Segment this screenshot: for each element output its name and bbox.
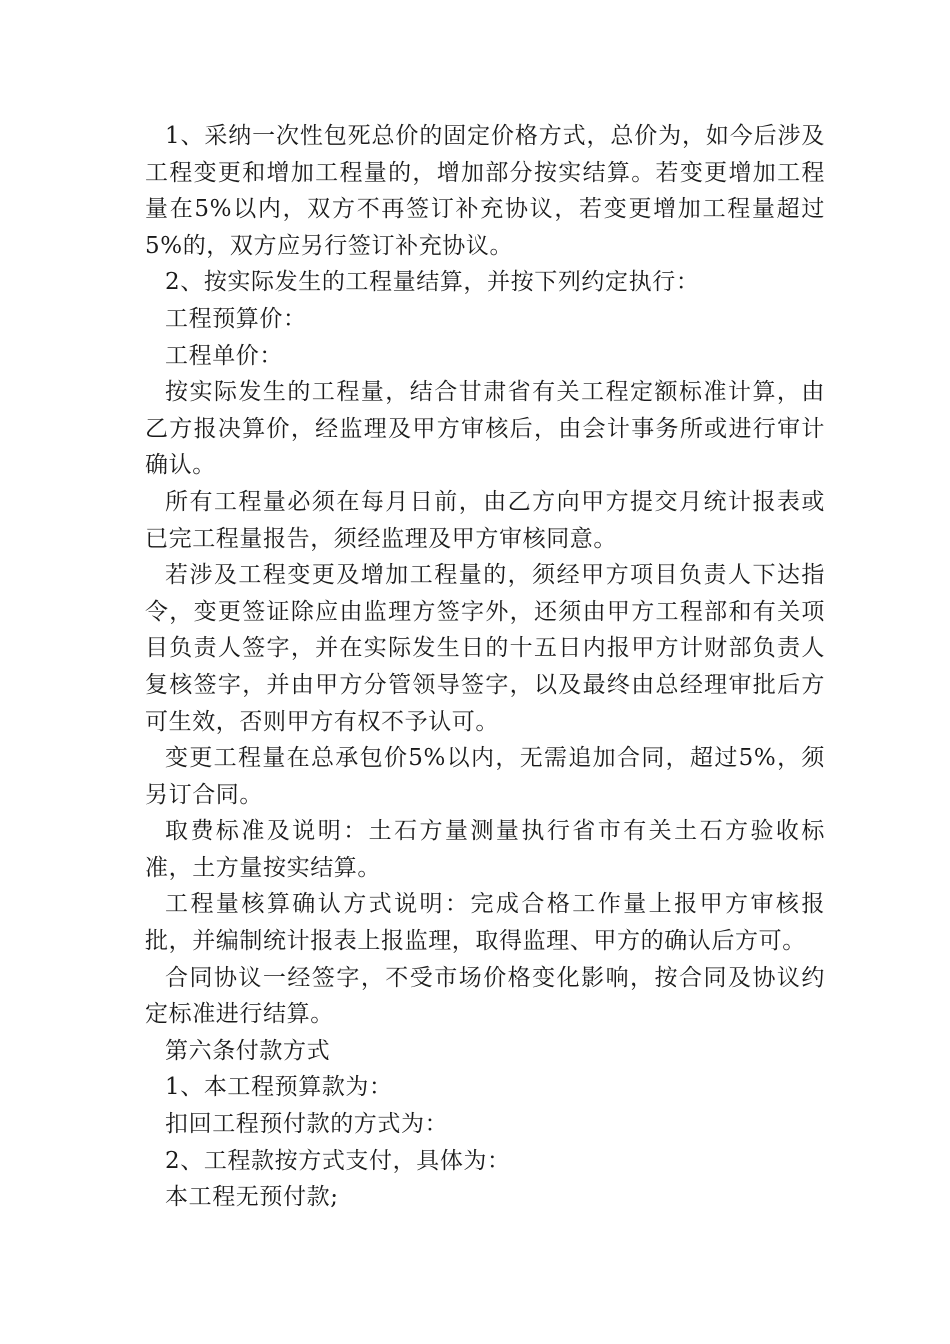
paragraph-1: 1、采纳一次性包死总价的固定价格方式，总价为，如今后涉及工程变更和增加工程量的，增加部分按实结算。若变更增加工程量在5%以内，双方不再签订补充协议，若变更增加工程量超过5%的，双方应另行签订补充协议。 [145, 123, 825, 259]
paragraph-14: 扣回工程预付款的方式为： [165, 1111, 449, 1138]
paragraph-10: 工程量核算确认方式说明：完成合格工作量上报甲方审核报批，并编制统计报表上报监理，取得监理、甲方的确认后方可。 [145, 891, 825, 955]
paragraph-6: 所有工程量必须在每月日前，由乙方向甲方提交月统计报表或已完工程量报告，须经监理及甲方审核同意。 [145, 488, 825, 552]
document-body [145, 118, 825, 1216]
paragraph-15: 2、工程款按方式支付，具体为： [165, 1147, 511, 1174]
paragraph-5: 按实际发生的工程量，结合甘肃省有关工程定额标准计算，由乙方报决算价，经监理及甲方审核后，由会计事务所或进行审计确认。 [145, 379, 825, 479]
paragraph-7: 若涉及工程变更及增加工程量的，须经甲方项目负责人下达指令，变更签证除应由监理方签字外，还须由甲方工程部和有关项目负责人签字，并在实际发生日的十五日内报甲方计财部负责人复核签字，并由甲方分管领导签字，以及最终由总经理审批后方可生效，否则甲方有权不予认可。 [145, 562, 825, 735]
section-heading-payment: 第六条付款方式 [165, 1037, 331, 1064]
paragraph-2: 2、按实际发生的工程量结算，并按下列约定执行： [165, 269, 700, 296]
paragraph-9: 取费标准及说明：土石方量测量执行省市有关土石方验收标准，土方量按实结算。 [145, 818, 825, 881]
paragraph-4: 工程单价： [165, 342, 283, 369]
paragraph-11: 合同协议一经签字，不受市场价格变化影响，按合同及协议约定标准进行结算。 [145, 964, 825, 1028]
paragraph-13: 1、本工程预算款为： [165, 1074, 393, 1101]
paragraph-8: 变更工程量在总承包价5%以内，无需追加合同，超过5%，须另订合同。 [145, 745, 825, 808]
paragraph-16: 本工程无预付款; [165, 1184, 339, 1211]
paragraph-3: 工程预算价： [165, 305, 307, 332]
